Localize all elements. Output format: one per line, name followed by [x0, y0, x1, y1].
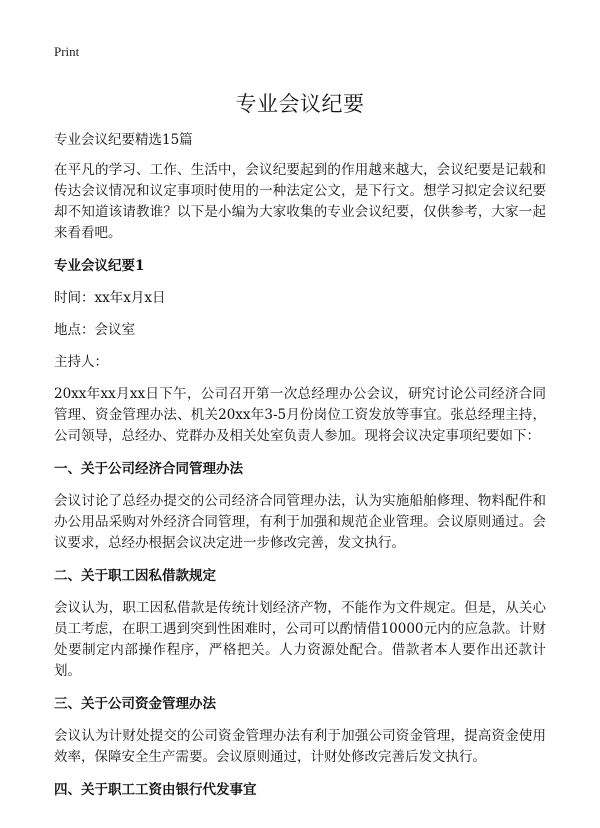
- item-body-contract-management: 会议讨论了总经办提交的公司经济合同管理办法，认为实施船舶修理、物料配件和办公用品采购对外经济合同管理，有利于加强和规范企业管理。会议原则通过。会议要求，总经办根据会议决定进一步修改完善，发文执行。: [54, 493, 546, 551]
- item-heading-fund-management: 三、关于公司资金管理办法: [54, 696, 216, 712]
- intro-paragraph: 在平凡的学习、工作、生活中，会议纪要起到的作用越来越大，会议纪要是记载和传达会议情况和议定事项时使用的一种法定公文，是下行文。想学习拟定会议纪要却不知道该请教谁？以下是小编为大家收集的专业会议纪要，仅供参考，大家一起来看看吧。: [54, 162, 546, 241]
- item-heading-bank-payroll: 四、关于职工工资由银行代发事宜: [54, 782, 257, 798]
- meeting-time: 时间：xx年x月x日: [54, 290, 166, 306]
- print-link[interactable]: Print: [54, 44, 80, 59]
- item-body-personal-loans: 会议认为，职工因私借款是传统计划经济产物，不能作为文件规定。但是，从关心员工考虑，在职工遇到突到性困难时，公司可以酌情借10000元内的应急款。计财处要制定内部操作程序，严格把关。人力资源处配合。借款者本人要作出还款计划。: [54, 600, 546, 679]
- document-subtitle: 专业会议纪要精选15篇: [54, 132, 193, 148]
- item-heading-personal-loans: 二、关于职工因私借款规定: [54, 568, 216, 584]
- item-body-fund-management: 会议认为计财处提交的公司资金管理办法有利于加强公司资金管理，提高资金使用效率，保障安全生产需要。会议原则通过，计财处修改完善后发文执行。: [54, 728, 546, 765]
- item-heading-contract-management: 一、关于公司经济合同管理办法: [54, 461, 243, 477]
- document-title: 专业会议纪要: [235, 92, 365, 116]
- section-heading: 专业会议纪要1: [54, 258, 145, 274]
- meeting-host: 主持人：: [54, 354, 108, 370]
- meeting-place: 地点：会议室: [54, 322, 135, 338]
- meeting-summary-paragraph: 20xx年xx月xx日下午，公司召开第一次总经理办公会议，研究讨论公司经济合同管理、资金管理办法、机关20xx年3-5月份岗位工资发放等事宜。张总经理主持，公司领导，总经办、党群办及相关处室负责人参加。现将会议决定事项纪要如下：: [54, 386, 546, 444]
